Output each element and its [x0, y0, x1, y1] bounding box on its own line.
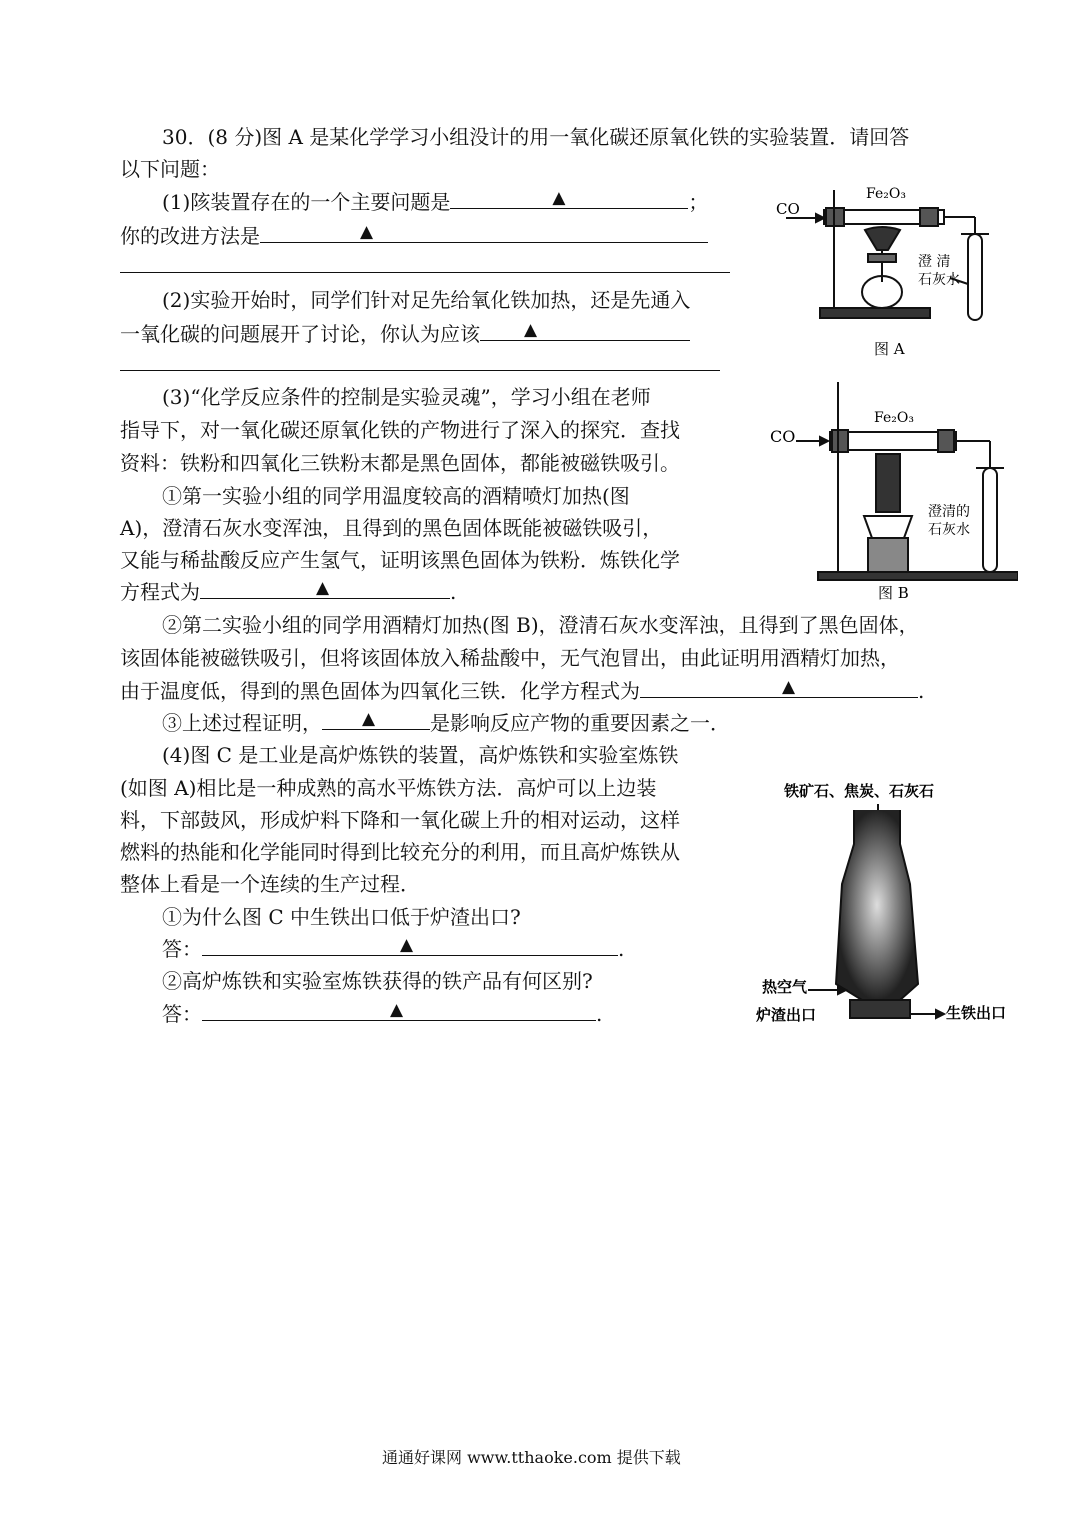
figure-b-apparatus	[768, 376, 1018, 606]
figure-b-co-label: CO	[770, 427, 796, 446]
part1-prompt: (1)陔装置存在的一个主要问题是	[162, 190, 451, 214]
answer-blank-4b[interactable]	[202, 1000, 596, 1021]
answer-blank-4a[interactable]	[202, 935, 618, 956]
answer-blank-3a[interactable]	[200, 578, 450, 599]
answer-line-1c[interactable]	[120, 272, 730, 273]
figure-a-apparatus	[770, 170, 1000, 370]
answer-blank-3c[interactable]	[322, 709, 430, 730]
figure-a-caption: 图 A	[874, 340, 905, 358]
blank-mark: ▲	[316, 578, 330, 598]
answer-blank-3b[interactable]	[640, 677, 918, 698]
part4-line4: 燃料的热能和化学能同时得到比较充分的利用，而且高炉炼铁从	[120, 840, 680, 864]
part4-sub2-answer: 答： ▲ .	[162, 1000, 602, 1028]
answer-blank-2a[interactable]	[480, 320, 690, 341]
part3-line1: (3)“化学反应条件的控制是实验灵魂”，学习小组在老师	[162, 385, 651, 409]
figure-b-caption: 图 B	[878, 584, 909, 602]
answer-blank-1a[interactable]	[450, 188, 688, 209]
blank-mark: ▲	[400, 935, 414, 955]
part3-sub1-line4: 方程式为 ▲ .	[120, 578, 456, 606]
figure-a-co-label: CO	[776, 200, 800, 218]
part4-sub2-question: ②高炉炼铁和实验室炼铁获得的铁产品有何区别?	[162, 969, 593, 993]
blank-mark: ▲	[782, 677, 796, 697]
figure-a-lime-label-2: 石灰水	[918, 272, 960, 288]
part3-sub1-line1: ①第一实验小组的同学用温度较高的酒精喷灯加热(图	[162, 484, 630, 508]
part4-sub1-question: ①为什么图 C 中生铁出口低于炉渣出口?	[162, 905, 521, 929]
blank-mark: ▲	[360, 222, 374, 242]
figure-c-iron-label: 生铁出口	[946, 1004, 1007, 1022]
answer-blank-1b[interactable]	[260, 222, 708, 243]
part3-sub3: ③上述过程证明， ▲ 是影响反应产物的重要因素之一．	[162, 709, 730, 737]
part4-line3: 料，下部鼓风，形成炉料下降和一氧化碳上升的相对运动，这样	[120, 808, 680, 832]
part2-line2: 一氧化碳的问题展开了讨论，你认为应该 ▲	[120, 320, 690, 348]
figure-a-fe2o3-label: Fe₂O₃	[866, 186, 906, 202]
page-footer: 通通好课网 www.tthaoke.com 提供下载	[382, 1448, 681, 1467]
part3-sub1-line2: A)，澄清石灰水变浑浊，且得到的黑色固体既能被磁铁吸引，	[120, 516, 663, 540]
part4-line5: 整体上看是一个连续的生产过程．	[120, 872, 420, 896]
question-intro-line1: 30．(8 分)图 A 是某化学学习小组没计的用一氧化碳还原氧化铁的实验装置．请回答	[162, 125, 910, 149]
blank-mark: ▲	[524, 320, 538, 340]
blank-mark: ▲	[362, 709, 376, 729]
part4-sub1-answer: 答： ▲ .	[162, 935, 624, 963]
part1-improve-prompt: 你的改进方法是	[120, 224, 260, 248]
figure-c-hot-air-label: 热空气	[762, 978, 808, 996]
figure-c-slag-label: 炉渣出口	[756, 1006, 817, 1024]
part3-line2: 指导下，对一氧化碳还原氧化铁的产物进行了深入的探究．查找	[120, 418, 680, 442]
question-intro-line2: 以下问题：	[120, 157, 220, 181]
figure-a-lime-label-1: 澄 清	[918, 254, 951, 270]
part3-sub2-line3: 由于温度低，得到的黑色固体为四氧化三铁．化学方程式为 ▲ .	[120, 677, 924, 705]
blank-mark: ▲	[552, 188, 566, 208]
figure-b-fe2o3-label: Fe₂O₃	[874, 410, 914, 426]
part3-sub1-line3: 又能与稀盐酸反应产生氢气，证明该黑色固体为铁粉．炼铁化学	[120, 548, 680, 572]
answer-line-2b[interactable]	[120, 370, 720, 371]
part3-line3: 资料：铁粉和四氧化三铁粉末都是黑色固体，都能被磁铁吸引。	[120, 451, 680, 475]
figure-b-lime-label-2: 石灰水	[928, 522, 970, 538]
furnace-body	[836, 810, 918, 1000]
part1-line1: (1)陔装置存在的一个主要问题是 ▲ ；	[162, 188, 708, 216]
figure-b-lime-label-1: 澄清的	[928, 504, 970, 520]
part3-sub2-line1: ②第二实验小组的同学用酒精灯加热(图 B)，澄清石灰水变浑浊，且得到了黑色固体，	[162, 613, 919, 637]
blank-mark: ▲	[390, 1000, 404, 1020]
part1-line2	[120, 222, 708, 250]
figure-c-blast-furnace	[750, 774, 1030, 1034]
part4-line2: (如图 A)相比是一种成熟的高水平炼铁方法．高炉可以上边装	[120, 776, 657, 800]
part4-line1: (4)图 C 是工业是高炉炼铁的装置，高炉炼铁和实验室炼铁	[162, 743, 679, 767]
part3-sub2-line2: 该固体能被磁铁吸引，但将该固体放入稀盐酸中，无气泡冒出，由此证明用酒精灯加热，	[120, 646, 900, 670]
part2-line1: (2)实验开始时，同学们针对足先给氧化铁加热，还是先通入	[162, 288, 691, 312]
figure-c-top-label: 铁矿石、焦炭、石灰石	[784, 782, 935, 800]
